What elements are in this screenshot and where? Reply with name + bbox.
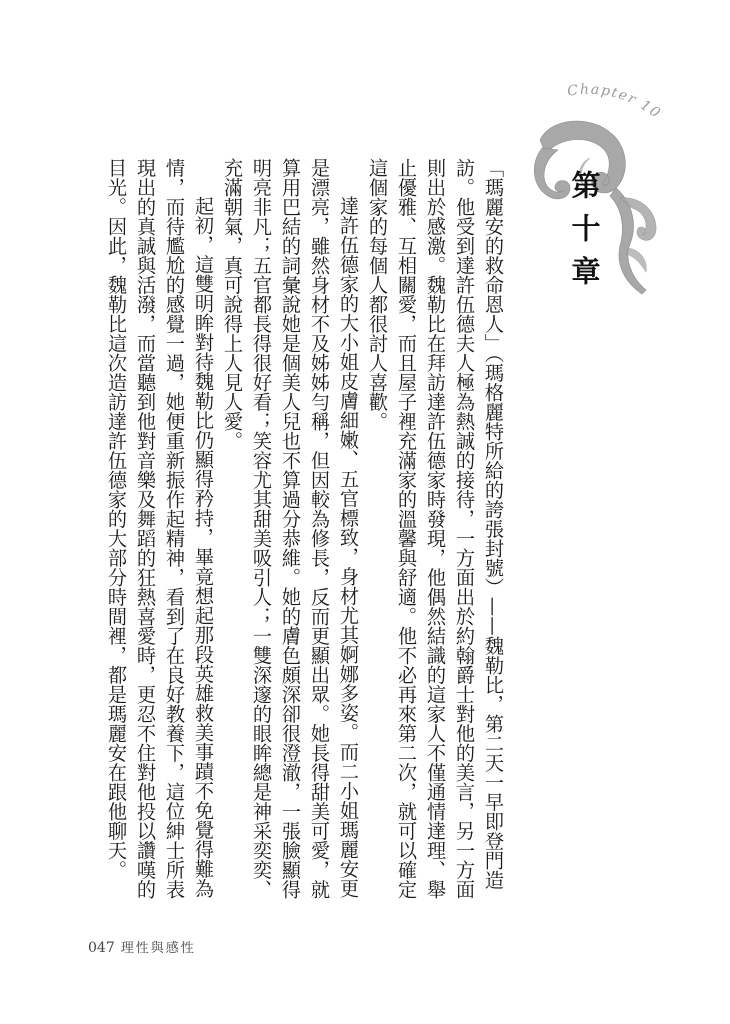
chapter-text xyxy=(105,158,508,903)
page-footer xyxy=(88,937,196,959)
paragraph: 「瑪麗安的救命恩人」（瑪格麗特所給的誇張封號）——魏勒比，第二天一早即登門造訪。他受到達許伍德夫人極為熱誠的接待，一方面出於約翰爵士對他的美言，另一方面則出於感激。魏勒比在拜訪達許伍德家時發現，他偶然結識的這家人不僅通情達理、舉止優雅、互相關愛，而且屋子裡充滿家的溫馨與舒適。他不必再來第二次，就可以確定這個家的每個人都很討人喜歡。 xyxy=(366,158,505,899)
paragraph: 起初，這雙明眸對待魏勒比仍顯得矜持，畢竟想起那段英雄救美事蹟不免覺得難為情，而待尷尬的感覺一過，她便重新振作起精神，看到了在良好教養下，這位紳士所表現出的真誠與活潑，而當聽到他對音樂及舞蹈的狂熱喜愛時，更忍不住對他投以讚嘆的目光。因此，魏勒比這次造訪達許伍德家的大部分時間裡，都是瑪麗安在跟他聊天。 xyxy=(105,158,215,899)
page-number: 047 xyxy=(88,940,115,956)
chapter-heading: 第十章 xyxy=(567,170,602,299)
paragraph: 達許伍德家的大小姐皮膚細嫩、五官標致，身材尤其婀娜多姿。而二小姐瑪麗安更是漂亮，雖然身材不及姊姊勻稱，但因較為修長，反而更顯出眾。她長得甜美可愛，就算用巴結的詞彙說她是個美人兒也不算過分恭維。她的膚色頗深卻很澄澈，一張臉顯得明亮非凡；五官都長得很好看；笑容尤其甜美吸引人；一雙深邃的眼眸總是神采奕奕、充滿朝氣，真可說得上人見人愛。 xyxy=(221,158,360,899)
book-title: 理性與感性 xyxy=(120,941,196,956)
chapter-label: Chapter 10 xyxy=(566,81,664,123)
svg-text:Chapter 10 xyxy=(566,82,664,123)
